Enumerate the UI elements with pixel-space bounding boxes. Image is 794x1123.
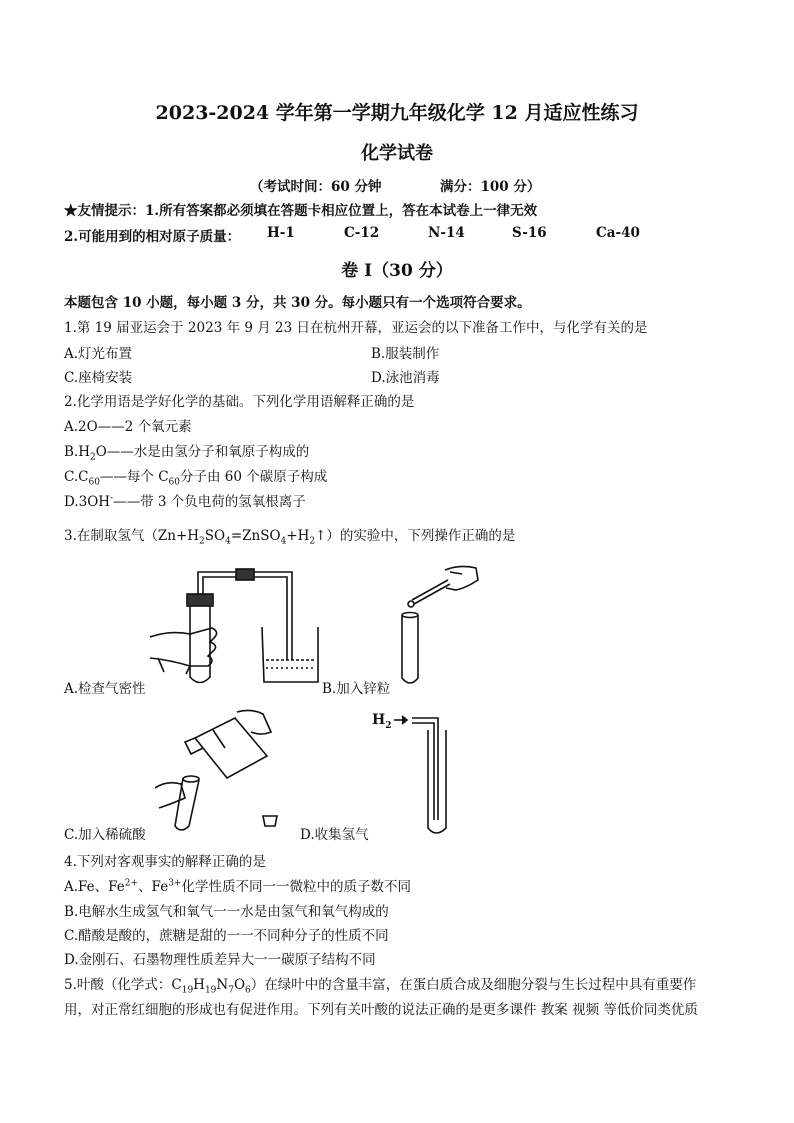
atomic-mass-h: H-1: [267, 225, 295, 241]
atomic-mass-s: S-16: [512, 225, 547, 241]
q5-line2: 用，对正常红细胞的形成也有促进作用。下列有关叶酸的说法正确的是更多课件 教案 视频 等低价同类优质: [64, 1002, 698, 1018]
q5-line1: 5.叶酸（化学式：$C_{19}H_{19}N_7O_6$）在绿叶中的含量丰富，在蛋白质合成及细胞分裂与生长过程中具有重要作: [64, 977, 697, 996]
q3-option-d: D.收集氢气: [300, 827, 369, 843]
q3-option-c: C.加入稀硫酸: [64, 827, 146, 843]
q2-stem: 2.化学用语是学好化学的基础。下列化学用语解释正确的是: [64, 394, 415, 410]
section-instruction: 本题包含 10 小题，每小题 3 分，共 30 分。每小题只有一个选项符合要求。: [64, 295, 531, 311]
h2-label: $H_2$: [372, 712, 392, 731]
q1-option-c: C.座椅安装: [64, 370, 133, 386]
figure-collect-hydrogen: [394, 710, 464, 840]
q2-option-d: D.3OH-——带 3 个负电荷的氢氧根离子: [64, 493, 306, 510]
page-title: 2023-2024 学年第一学期九年级化学 12 月适应性练习: [155, 102, 639, 124]
q4-option-a: A.Fe、$Fe^{2+}$、$Fe^{3+}$化学性质不同一一微粒中的质子数不同: [64, 878, 411, 895]
q4-option-b: B.电解水生成氢气和氧气一一水是由氢气和氧气构成的: [64, 904, 389, 920]
q1-option-a: A.灯光布置: [64, 346, 133, 362]
figure-add-acid: [155, 708, 285, 838]
section-title: 卷 I（30 分）: [341, 261, 453, 281]
friendly-tip: ★友情提示：1.所有答案都必须填在答题卡相应位置上，答在本试卷上一律无效: [64, 203, 538, 219]
atomic-mass-n: N-14: [428, 225, 465, 241]
q4-stem: 4.下列对客观事实的解释正确的是: [64, 854, 266, 870]
full-score: 满分：100 分）: [440, 179, 541, 195]
q3-stem: 3.在制取氢气$(Zn+H_2SO_4=ZnSO_4+H_2↑)$的实验中，下列操作正确的是: [64, 528, 516, 547]
q2-option-a: A.2O——2 个氧元素: [64, 419, 192, 435]
atomic-mass-c: C-12: [344, 225, 380, 241]
q4-option-c: C.醋酸是酸的，蔗糖是甜的一一不同种分子的性质不同: [64, 928, 389, 944]
figure-add-zinc: [390, 560, 480, 690]
figure-check-airtightness: [150, 562, 320, 692]
q1-option-d: D.泳池消毒: [371, 370, 440, 386]
q4-option-d: D.金刚石、石墨物理性质差异大一一碳原子结构不同: [64, 952, 376, 968]
atomic-mass-label: 2.可能用到的相对原子质量：: [64, 229, 241, 245]
page-subtitle: 化学试卷: [361, 143, 433, 164]
q2-option-b: $B.H_2O——$水是由氢分子和氧原子构成的: [64, 444, 310, 463]
q3-option-b: B.加入锌粒: [322, 681, 391, 697]
q2-option-c: $C.C_{60}——$每个 $C_{60}$分子由 60 个碳原子构成: [64, 469, 328, 488]
q1-stem: 1.第 19 届亚运会于 2023 年 9 月 23 日在杭州开幕，亚运会的以下准备工作中，与化学有关的是: [64, 320, 648, 336]
exam-time: （考试时间：60 分钟: [250, 179, 382, 195]
q3-option-a: A.检查气密性: [64, 681, 146, 697]
atomic-mass-ca: Ca-40: [596, 225, 640, 241]
q1-option-b: B.服装制作: [371, 346, 440, 362]
